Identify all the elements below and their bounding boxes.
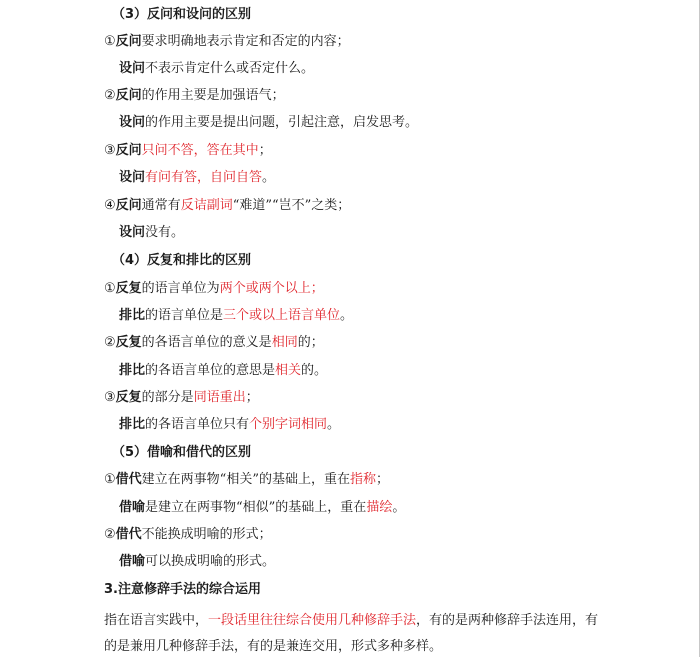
item-number: ②	[104, 527, 116, 542]
paragraph-text: 指在语言实践中，	[104, 613, 209, 628]
item-line	[119, 362, 327, 380]
item-number: ①	[104, 281, 116, 296]
item-text: 。	[340, 308, 354, 323]
item-text: 的部分是	[141, 390, 194, 405]
item-text: 。	[262, 170, 276, 185]
item-text: ；	[258, 143, 272, 158]
item-text: 要求明确地表示肯定和否定的内容；	[141, 34, 350, 49]
highlight-text: 一段话里往往综合使用几种修辞手法	[208, 613, 417, 628]
term: 设问	[119, 115, 146, 130]
highlight-text: 相同	[271, 335, 298, 350]
item-text: 的。	[301, 363, 328, 378]
term: 借代	[115, 527, 142, 542]
item-number: ③	[104, 143, 116, 158]
highlight-text: 反诘副词	[180, 198, 233, 213]
item-line	[104, 389, 259, 407]
term: 反问	[115, 143, 142, 158]
item-text: 的语言单位为	[141, 281, 220, 296]
item-line	[119, 553, 275, 571]
section-title-metaphor-vs-metonymy: （5）借喻和借代的区别	[112, 445, 252, 460]
item-text: 不表示肯定什么或否定什么。	[145, 61, 315, 76]
item-text: 的语言单位是	[145, 308, 224, 323]
highlight-text: 三个或以上语言单位	[223, 308, 341, 323]
item-line	[119, 224, 184, 242]
item-line	[104, 197, 350, 215]
item-number: ①	[104, 34, 116, 49]
item-text: 的作用主要是提出问题，引起注意，启发思考。	[145, 115, 419, 130]
term: 借喻	[119, 554, 146, 569]
item-text: 。	[392, 500, 406, 515]
item-text: 是建立在两事物“相似”的基础上，重在	[145, 500, 367, 515]
item-line	[119, 307, 353, 325]
highlight-text: 只问不答，答在其中	[141, 143, 259, 158]
paragraph-comprehensive-use	[104, 608, 599, 660]
term: 反复	[115, 390, 142, 405]
item-number: ③	[104, 390, 116, 405]
highlight-text: 同语重出	[193, 390, 246, 405]
highlight-text: 个别字词相同	[249, 417, 328, 432]
item-text: ；	[375, 472, 389, 487]
item-line	[104, 334, 324, 352]
item-number: ①	[104, 472, 116, 487]
paragraph-text: ，有的是两种修辞手法连用，有的是兼用几种修辞手法，有的是兼连交用，形式多种多样。	[104, 613, 599, 654]
item-line	[119, 60, 314, 78]
term: 设问	[119, 225, 146, 240]
item-number: ④	[104, 198, 116, 213]
highlight-text: 相关	[275, 363, 302, 378]
item-line	[104, 471, 389, 489]
term: 排比	[119, 417, 146, 432]
item-number: ②	[104, 88, 116, 103]
item-text: “难道”“岂不”之类；	[232, 198, 351, 213]
highlight-text: 有问有答，自问自答	[145, 170, 263, 185]
term: 反问	[115, 34, 142, 49]
highlight-text: 指称	[349, 472, 376, 487]
term: 设问	[119, 61, 146, 76]
item-line	[119, 114, 418, 132]
item-text: 的；	[297, 335, 324, 350]
term: 反问	[115, 88, 142, 103]
item-line	[119, 416, 340, 434]
item-text: 的作用主要是加强语气；	[141, 88, 285, 103]
item-text: 通常有	[141, 198, 181, 213]
item-text: 的各语言单位的意义是	[141, 335, 272, 350]
item-text: 可以换成明喻的形式。	[145, 554, 276, 569]
item-line	[104, 526, 272, 544]
term: 反问	[115, 198, 142, 213]
term: 反复	[115, 281, 142, 296]
item-text: 的各语言单位的意思是	[145, 363, 276, 378]
item-line	[104, 142, 272, 160]
item-line	[104, 280, 324, 298]
term: 反复	[115, 335, 142, 350]
highlight-text: 描绘	[366, 500, 393, 515]
term: 借代	[115, 472, 142, 487]
item-line	[119, 169, 275, 187]
item-text: ；	[245, 390, 259, 405]
item-number: ②	[104, 335, 116, 350]
item-text: 没有。	[145, 225, 185, 240]
term: 设问	[119, 170, 146, 185]
section-title-rhetorical-vs-hypophora: （3）反问和设问的区别	[112, 7, 252, 22]
highlight-text: 两个或两个以上；	[219, 281, 324, 296]
item-line	[119, 499, 405, 517]
item-line	[104, 33, 350, 51]
term: 排比	[119, 363, 146, 378]
item-text: 。	[327, 417, 341, 432]
item-line	[104, 87, 285, 105]
section-title-repetition-vs-parallelism: （4）反复和排比的区别	[112, 253, 252, 268]
item-text: 不能换成明喻的形式；	[141, 527, 272, 542]
item-text: 的各语言单位只有	[145, 417, 250, 432]
item-text: 建立在两事物“相关”的基础上，重在	[141, 472, 350, 487]
term: 排比	[119, 308, 146, 323]
section-title-comprehensive-use: 3.注意修辞手法的综合运用	[104, 582, 261, 597]
term: 借喻	[119, 500, 146, 515]
